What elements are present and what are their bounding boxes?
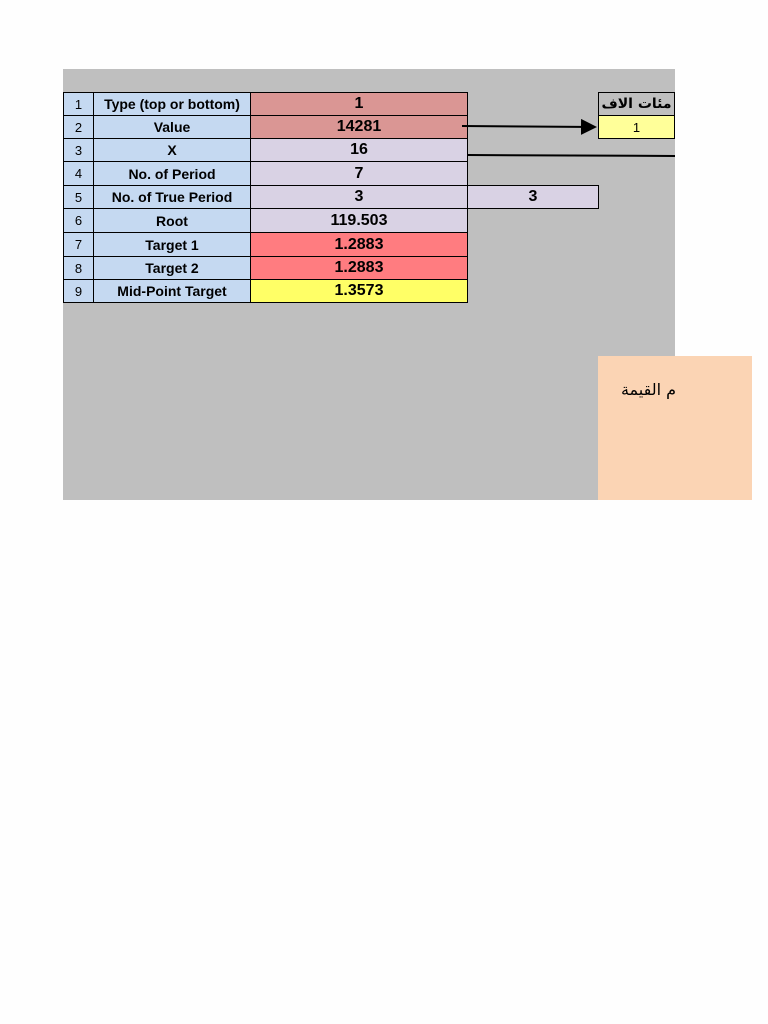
divider-line (468, 155, 675, 156)
note-text: م القيمة (620, 380, 676, 399)
label-no-of-period[interactable]: No. of Period (93, 161, 251, 186)
value-no-of-period[interactable]: 7 (250, 161, 468, 186)
label-mid-point-target[interactable]: Mid-Point Target (93, 279, 251, 303)
row-number: 3 (63, 138, 94, 162)
label-target-2[interactable]: Target 2 (93, 256, 251, 280)
value-target-1[interactable]: 1.2883 (250, 232, 468, 257)
value-mid-point-target[interactable]: 1.3573 (250, 279, 468, 303)
arrow-line (462, 126, 595, 127)
side-header[interactable]: مئات الاف (598, 92, 675, 116)
label-root[interactable]: Root (93, 208, 251, 233)
value-value[interactable]: 14281 (250, 115, 468, 139)
value-no-of-true-period[interactable]: 3 (250, 185, 468, 209)
label-no-of-true-period[interactable]: No. of True Period (93, 185, 251, 209)
row-number: 5 (63, 185, 94, 209)
label-target-1[interactable]: Target 1 (93, 232, 251, 257)
row-number: 7 (63, 232, 94, 257)
row-number: 2 (63, 115, 94, 139)
label-x[interactable]: X (93, 138, 251, 162)
row-number: 4 (63, 161, 94, 186)
value-target-2[interactable]: 1.2883 (250, 256, 468, 280)
side-value[interactable]: 1 (598, 115, 675, 139)
value-x[interactable]: 16 (250, 138, 468, 162)
row-number: 6 (63, 208, 94, 233)
note-box[interactable] (598, 356, 752, 500)
label-type[interactable]: Type (top or bottom) (93, 92, 251, 116)
row-number: 1 (63, 92, 94, 116)
value-no-of-true-period-extra[interactable]: 3 (467, 185, 599, 209)
row-number: 8 (63, 256, 94, 280)
label-value[interactable]: Value (93, 115, 251, 139)
value-type[interactable]: 1 (250, 92, 468, 116)
value-root[interactable]: 119.503 (250, 208, 468, 233)
row-number: 9 (63, 279, 94, 303)
